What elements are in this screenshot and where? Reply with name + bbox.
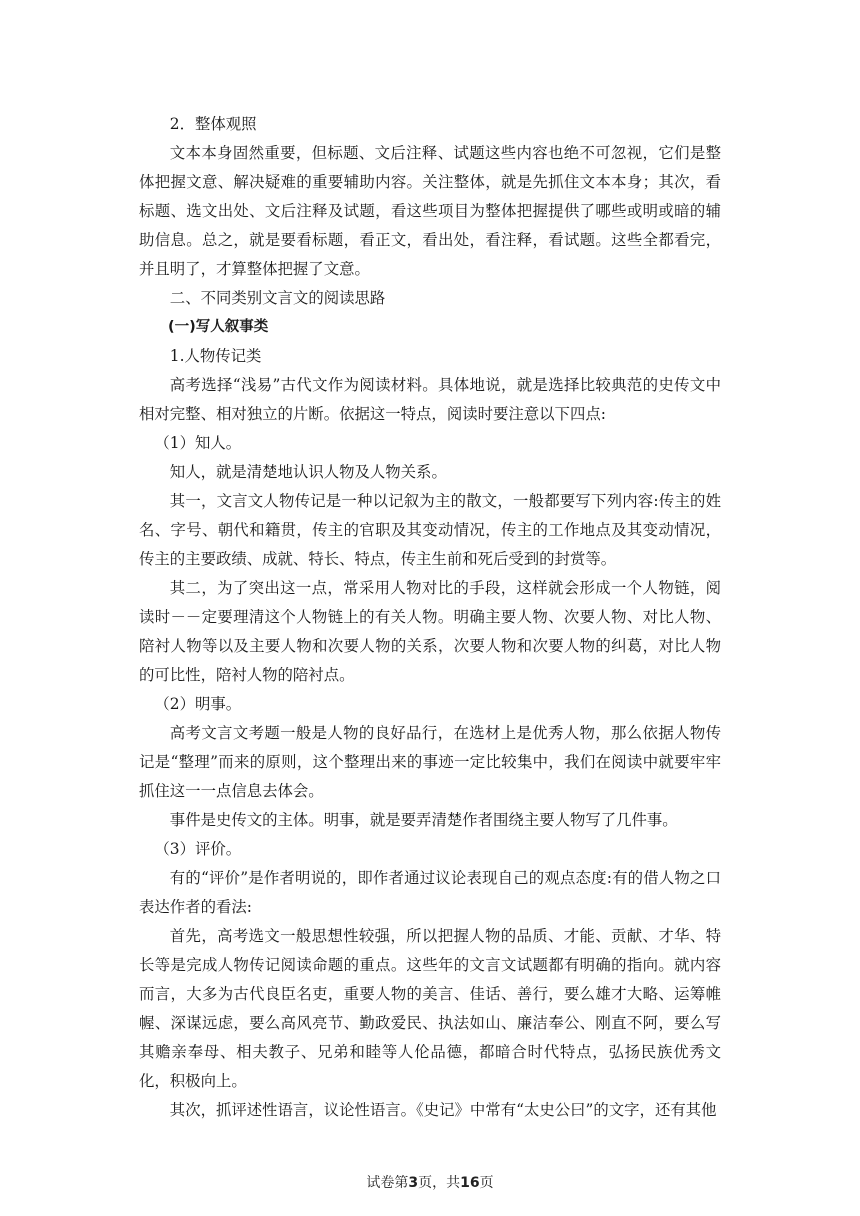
paragraph-point-2: 高考文言文考题一般是人物的良好品行，在选材上是优秀人物，那么依据人物传记是“整理”而来的原则，这个整理出来的事迹一定比较集中，我们在阅读中就要牢牢抓住这一一点信息去体会。 <box>139 724 721 800</box>
paragraph-firstly: 首先，高考选文一般思想性较强，所以把握人物的品质、才能、贡献、才华、特长等是完成人物传记阅读命题的重点。这些年的文言文试题都有明确的指向。就内容而言，大多为古代良臣名吏，重要人物的美言、佳话、善行，要么雄才大略、运筹帷幄、深谋远虑，要么高风亮节、勤政爱民、执法如山、廉洁奉公、刚直不阿，要么写其赡亲奉母、相夫教子、兄弟和睦等人伦品德，都暗合时代特点，弘扬民族优秀文化，积极向上。 <box>139 927 721 1090</box>
paragraph-point-3: 有的“评价”是作者明说的，即作者通过议论表现自己的观点态度:有的借人物之口表达作者的看法: <box>139 869 721 916</box>
paragraph-secondly: 其次，抓评述性语言，议论性语言。《史记》中常有“太史公曰”的文字，还有其他 <box>169 1101 717 1119</box>
heading-point-1: （1）知人。 <box>154 434 242 452</box>
paragraph-point-1: 知人，就是清楚地认识人物及人物关系。 <box>169 463 447 481</box>
page-footer <box>0 1172 860 1192</box>
heading-biography: 1.人物传记类 <box>169 347 262 365</box>
footer-page-number: 3 <box>408 1175 419 1191</box>
paragraph-second: 其二，为了突出这一点，常采用人物对比的手段，这样就会形成一个人物链，阅读时－－定要理清这个人物链上的有关人物。明确主要人物、次要人物、对比人物、陪衬人物等以及主要人物和次要人物的关系，次要人物和次要人物的纠葛，对比人物的可比性，陪衬人物的陪衬点。 <box>139 579 721 684</box>
subsection-heading-1: (一)写人叙事类 <box>168 319 269 335</box>
paragraph-biography-intro: 高考选择“浅易”古代文作为阅读材料。具体地说，就是选择比较典范的史传文中相对完整、相对独立的片断。依据这一特点，阅读时要注意以下四点: <box>139 376 721 423</box>
footer-mid: 页，共 <box>418 1175 461 1191</box>
heading-point-3: （3）评价。 <box>154 840 242 858</box>
page-content <box>139 110 721 1125</box>
footer-prefix: 试卷第 <box>366 1175 409 1191</box>
footer-total-pages: 16 <box>460 1175 480 1191</box>
footer-suffix: 页 <box>479 1175 494 1191</box>
heading-whole-view: 2．整体观照 <box>169 115 257 133</box>
heading-point-2: （2）明事。 <box>154 695 242 713</box>
paragraph-first: 其一，文言文人物传记是一种以记叙为主的散文，一般都要写下列内容:传主的姓名、字号、朝代和籍贯，传主的官职及其变动情况，传主的工作地点及其变动情况，传主的主要政绩、成就、特长、特点，传主生前和死后受到的封赏等。 <box>139 492 721 568</box>
paragraph-event: 事件是史传文的主体。明事，就是要弄清楚作者围绕主要人物写了几件事。 <box>169 811 678 829</box>
paragraph-whole-view: 文本本身固然重要，但标题、文后注释、试题这些内容也绝不可忽视，它们是整体把握文意、解决疑难的重要辅助内容。关注整体，就是先抓住文本本身；其次，看标题、选文出处、文后注释及试题，看这些项目为整体把握提供了哪些或明或暗的辅助信息。总之，就是要看标题，看正文，看出处，看注释，看试题。这些全都看完，并且明了，才算整体把握了文意。 <box>139 144 721 278</box>
section-heading-2: 二、不同类别文言文的阅读思路 <box>169 289 386 307</box>
